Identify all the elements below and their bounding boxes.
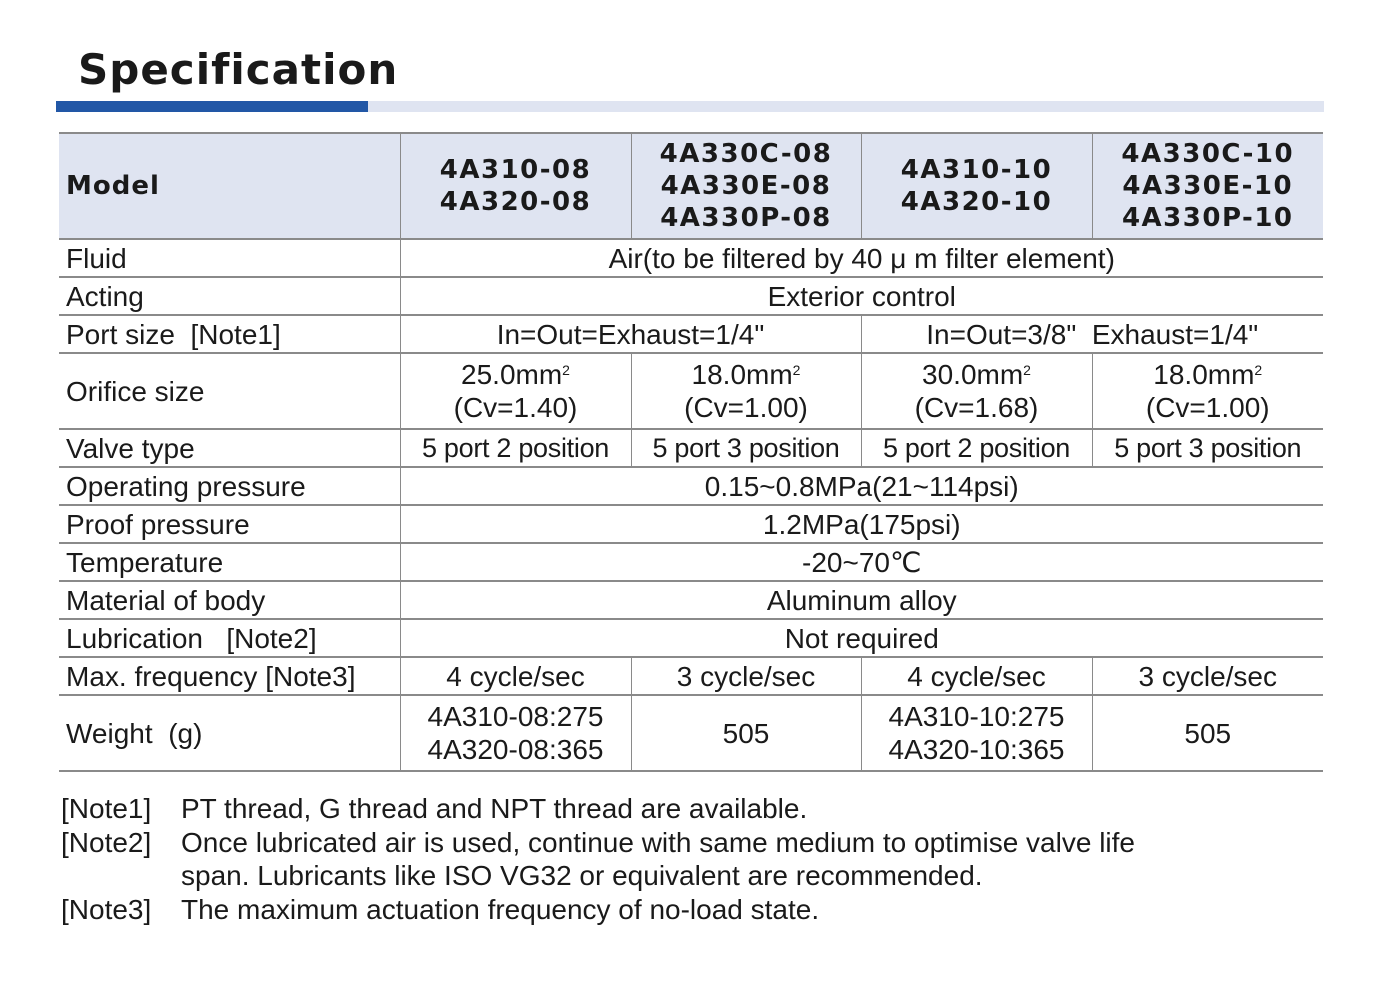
row-label-valve-type: Valve type: [59, 429, 400, 467]
temperature-value: -20~70℃: [400, 543, 1323, 581]
valve-type-text: 5 port 3 position: [1114, 433, 1302, 463]
superscript-2: 2: [562, 362, 570, 378]
fluid-value: Air(to be filtered by 40 μ m filter element): [400, 239, 1323, 277]
weight-value: 4A310-10:275: [888, 701, 1065, 732]
note-line: The maximum actuation frequency of no-load state.: [181, 893, 820, 925]
table-row-model: [59, 133, 1323, 239]
material-value: Aluminum alloy: [400, 581, 1323, 619]
model-name: 4A320-10: [900, 187, 1053, 217]
model-name: 4A330P-08: [660, 203, 832, 233]
row-label-acting: Acting: [59, 277, 400, 315]
row-label-model: Model: [59, 133, 400, 239]
port-size-value-10: In=Out=3/8" Exhaust=1/4": [861, 315, 1323, 353]
table-row-port-size: [59, 315, 1323, 353]
orifice-cell: [861, 353, 1092, 429]
orifice-cell: [1092, 353, 1323, 429]
model-name: 4A330C-10: [1121, 139, 1295, 169]
note-text: [181, 893, 1281, 927]
row-label-material: Material of body: [59, 581, 400, 619]
model-cell-1: [400, 133, 631, 239]
table-row-temperature: [59, 543, 1323, 581]
table-row-fluid: [59, 239, 1323, 277]
weight-value: 505: [1184, 717, 1232, 749]
port-size-value-08: In=Out=Exhaust=1/4": [400, 315, 861, 353]
note-tag: [Note3]: [61, 893, 152, 925]
superscript-2: 2: [1254, 362, 1263, 378]
proof-pressure-value: 1.2MPa(175psi): [400, 505, 1323, 543]
weight-value: 4A320-08:365: [427, 734, 604, 765]
note-3: [61, 893, 1281, 927]
max-frequency-value: 3 cycle/sec: [1092, 657, 1323, 695]
row-label-max-frequency: Max. frequency [Note3]: [59, 657, 400, 695]
model-name: 4A320-08: [439, 187, 592, 217]
model-name: 4A310-10: [900, 155, 1053, 185]
note-2: [61, 826, 1281, 893]
row-label-fluid: Fluid: [59, 239, 400, 277]
title-underline-accent: [56, 101, 368, 112]
row-label-lubrication: Lubrication [Note2]: [59, 619, 400, 657]
table-row-material: [59, 581, 1323, 619]
model-name: 4A330E-10: [1122, 171, 1294, 201]
weight-cell: [631, 695, 861, 771]
model-name: 4A330P-10: [1121, 203, 1294, 233]
table-row-valve-type: [59, 429, 1323, 467]
valve-type-text: 5 port 2 position: [882, 433, 1071, 463]
valve-type-value: [631, 429, 861, 467]
model-cell-4: [1092, 133, 1323, 239]
weight-value: 505: [722, 717, 770, 749]
note-1: [61, 792, 1281, 826]
page-title: Specification: [78, 45, 399, 94]
max-frequency-value: 3 cycle/sec: [631, 657, 861, 695]
note-line: span. Lubricants like ISO VG32 or equivalent are recommended.: [181, 860, 983, 891]
model-cell-3: [861, 133, 1092, 239]
row-label-operating-pressure: Operating pressure: [59, 467, 400, 505]
specification-table: [59, 132, 1323, 772]
note-text: [181, 792, 1281, 826]
table-row-acting: [59, 277, 1323, 315]
operating-pressure-value: 0.15~0.8MPa(21~114psi): [400, 467, 1323, 505]
model-name: 4A330C-08: [659, 139, 833, 169]
orifice-area: 30.0mm: [922, 359, 1024, 390]
orifice-cell: [400, 353, 631, 429]
weight-cell: [1092, 695, 1323, 771]
orifice-cv: (Cv=1.00): [684, 392, 808, 423]
valve-type-text: 5 port 3 position: [652, 433, 840, 463]
lubrication-value: Not required: [400, 619, 1323, 657]
row-label-temperature: Temperature: [59, 543, 400, 581]
orifice-cv: (Cv=1.40): [453, 392, 578, 423]
orifice-cv: (Cv=1.68): [914, 392, 1039, 423]
weight-cell: [861, 695, 1092, 771]
orifice-area: 25.0mm: [461, 359, 563, 390]
note-line: PT thread, G thread and NPT thread are available.: [181, 793, 808, 824]
valve-type-value: [400, 429, 631, 467]
table-row-orifice-size: [59, 353, 1323, 429]
title-underline-bar: [56, 101, 1324, 112]
row-label-weight: Weight (g): [59, 695, 400, 771]
weight-value: 4A320-10:365: [888, 734, 1065, 765]
valve-type-value: [1092, 429, 1323, 467]
superscript-2: 2: [1023, 362, 1031, 378]
acting-value: Exterior control: [400, 277, 1323, 315]
note-tag: [Note2]: [61, 826, 152, 858]
model-cell-2: [631, 133, 861, 239]
model-name: 4A310-08: [439, 155, 592, 185]
note-text: [181, 826, 1281, 893]
table-row-proof-pressure: [59, 505, 1323, 543]
row-label-orifice-size: Orifice size: [59, 353, 400, 429]
note-tag: [Note1]: [61, 793, 152, 824]
weight-cell: [400, 695, 631, 771]
row-label-proof-pressure: Proof pressure: [59, 505, 400, 543]
notes-section: [61, 792, 1281, 926]
table-row-weight: [59, 695, 1323, 771]
max-frequency-value: 4 cycle/sec: [861, 657, 1092, 695]
orifice-area: 18.0mm: [1153, 359, 1255, 390]
orifice-area: 18.0mm: [691, 359, 793, 390]
superscript-2: 2: [792, 362, 801, 378]
table-row-operating-pressure: [59, 467, 1323, 505]
max-frequency-value: 4 cycle/sec: [400, 657, 631, 695]
valve-type-text: 5 port 2 position: [421, 433, 610, 463]
table-row-max-frequency: [59, 657, 1323, 695]
orifice-cell: [631, 353, 861, 429]
orifice-cv: (Cv=1.00): [1145, 392, 1270, 423]
weight-value: 4A310-08:275: [427, 701, 604, 732]
note-line: Once lubricated air is used, continue with same medium to optimise valve life: [181, 826, 1135, 858]
table-row-lubrication: [59, 619, 1323, 657]
model-name: 4A330E-08: [660, 171, 832, 201]
row-label-port-size: Port size [Note1]: [59, 315, 400, 353]
valve-type-value: [861, 429, 1092, 467]
